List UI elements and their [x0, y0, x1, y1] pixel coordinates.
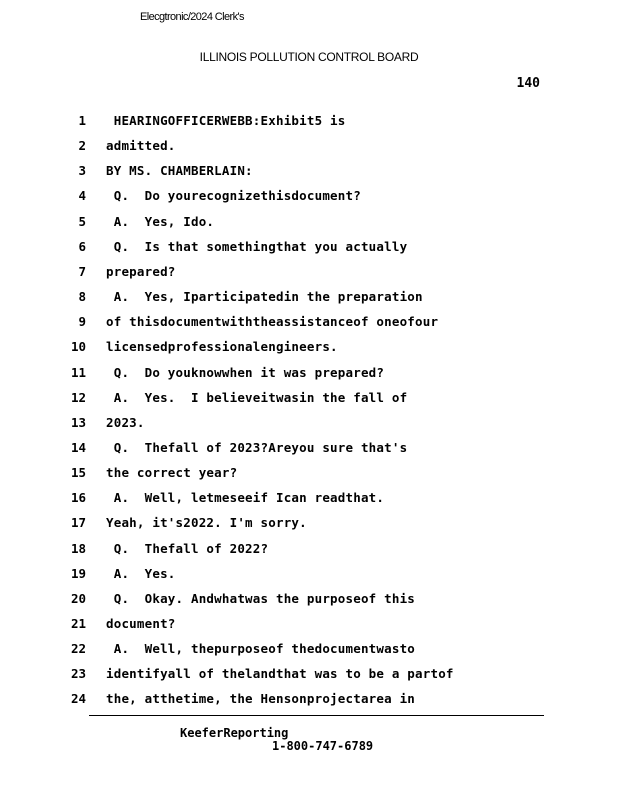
line-text: Yeah, it's2022. I'm sorry.: [106, 515, 307, 531]
line-number: 21: [70, 616, 86, 631]
header-title: ILLINOIS POLLUTION CONTROL BOARD: [199, 50, 419, 64]
line-text: HEARINGOFFICERWEBB:Exhibit5 is: [106, 113, 346, 128]
transcript-line: [0, 686, 618, 711]
transcript-line: [0, 158, 618, 183]
line-text: licensedprofessionalengineers.: [106, 339, 338, 355]
transcript-line: [0, 108, 618, 133]
transcript-line: [0, 435, 618, 460]
line-number: 23: [70, 666, 86, 682]
line-text: A. Yes. I believeitwasin the fall of: [106, 389, 408, 405]
footer-divider: [89, 715, 544, 716]
line-number: 3: [78, 163, 86, 179]
line-number: 20: [70, 590, 86, 606]
transcript-line: [0, 284, 618, 309]
reporter-company: KeeferReporting: [180, 726, 289, 740]
line-number: 14: [70, 439, 86, 455]
page-header: [0, 50, 618, 64]
line-text: Q. Okay. Andwhatwas the purposeof this: [106, 590, 416, 606]
transcript-line: [0, 586, 618, 611]
transcript-line: [0, 209, 618, 234]
transcript-line: [0, 636, 618, 661]
line-number: 24: [70, 691, 86, 707]
line-text: admitted.: [106, 138, 176, 154]
transcript-line: [0, 561, 618, 586]
reporter-phone: 1-800-747-6789: [272, 739, 374, 753]
line-text: the, atthetime, the Hensonprojectarea in: [106, 691, 416, 707]
line-number: 2: [78, 138, 86, 154]
transcript-line: [0, 259, 618, 284]
line-text: A. Yes.: [106, 565, 176, 581]
line-text: Q. Is that somethingthat you actually: [106, 238, 408, 254]
line-number: 15: [70, 465, 86, 481]
line-number: 5: [78, 213, 86, 229]
line-number: 19: [70, 565, 86, 581]
line-number: 1: [78, 113, 86, 128]
line-number: 9: [78, 314, 86, 330]
line-number: 18: [70, 540, 86, 556]
page-number: 140: [516, 76, 540, 91]
line-text: prepared?: [106, 263, 176, 279]
line-number: 7: [78, 263, 86, 279]
line-text: Q. Thefall of 2023?Areyou sure that's: [106, 439, 408, 455]
line-text: the correct year?: [106, 465, 238, 481]
transcript-line: [0, 510, 618, 535]
transcript-line: [0, 485, 618, 510]
line-text: A. Well, letmeseeif Ican readthat.: [106, 490, 385, 506]
line-text: Q. Do yourecognizethisdocument?: [106, 188, 361, 204]
line-text: BY MS. CHAMBERLAIN:: [106, 163, 253, 179]
line-number: 4: [78, 188, 86, 204]
line-number: 17: [70, 515, 86, 531]
line-text: Q. Thefall of 2022?: [106, 540, 269, 556]
transcript-line: [0, 385, 618, 410]
line-number: 11: [70, 364, 86, 380]
transcript-line: [0, 410, 618, 435]
line-number: 6: [78, 238, 86, 254]
transcript-line: [0, 460, 618, 485]
line-text: 2023.: [106, 414, 145, 430]
line-number: 10: [70, 339, 86, 355]
line-text: document?: [106, 616, 176, 631]
transcript-line: [0, 661, 618, 686]
line-number: 16: [70, 490, 86, 506]
transcript-line: [0, 234, 618, 259]
transcript-line: [0, 309, 618, 334]
line-number: 22: [70, 641, 86, 657]
line-number: 8: [78, 289, 86, 305]
efiling-stamp: Elecgtronic/2024 Clerk's: [140, 11, 244, 23]
transcript-line: [0, 536, 618, 561]
transcript-line: [0, 611, 618, 636]
line-text: identifyall of thelandthat was to be a partof: [106, 666, 454, 682]
line-text: of thisdocumentwiththeassistanceof oneofour: [106, 314, 439, 330]
transcript-line: [0, 133, 618, 158]
line-number: 12: [70, 389, 86, 405]
transcript-line: [0, 360, 618, 385]
transcript-line: [0, 334, 618, 359]
line-number: 13: [70, 414, 86, 430]
line-text: A. Yes, Ido.: [106, 213, 215, 229]
line-text: A. Yes, Iparticipatedin the preparation: [106, 289, 423, 305]
line-text: Q. Do youknowwhen it was prepared?: [106, 364, 385, 380]
line-text: A. Well, thepurposeof thedocumentwasto: [106, 641, 416, 657]
transcript-line: [0, 183, 618, 208]
